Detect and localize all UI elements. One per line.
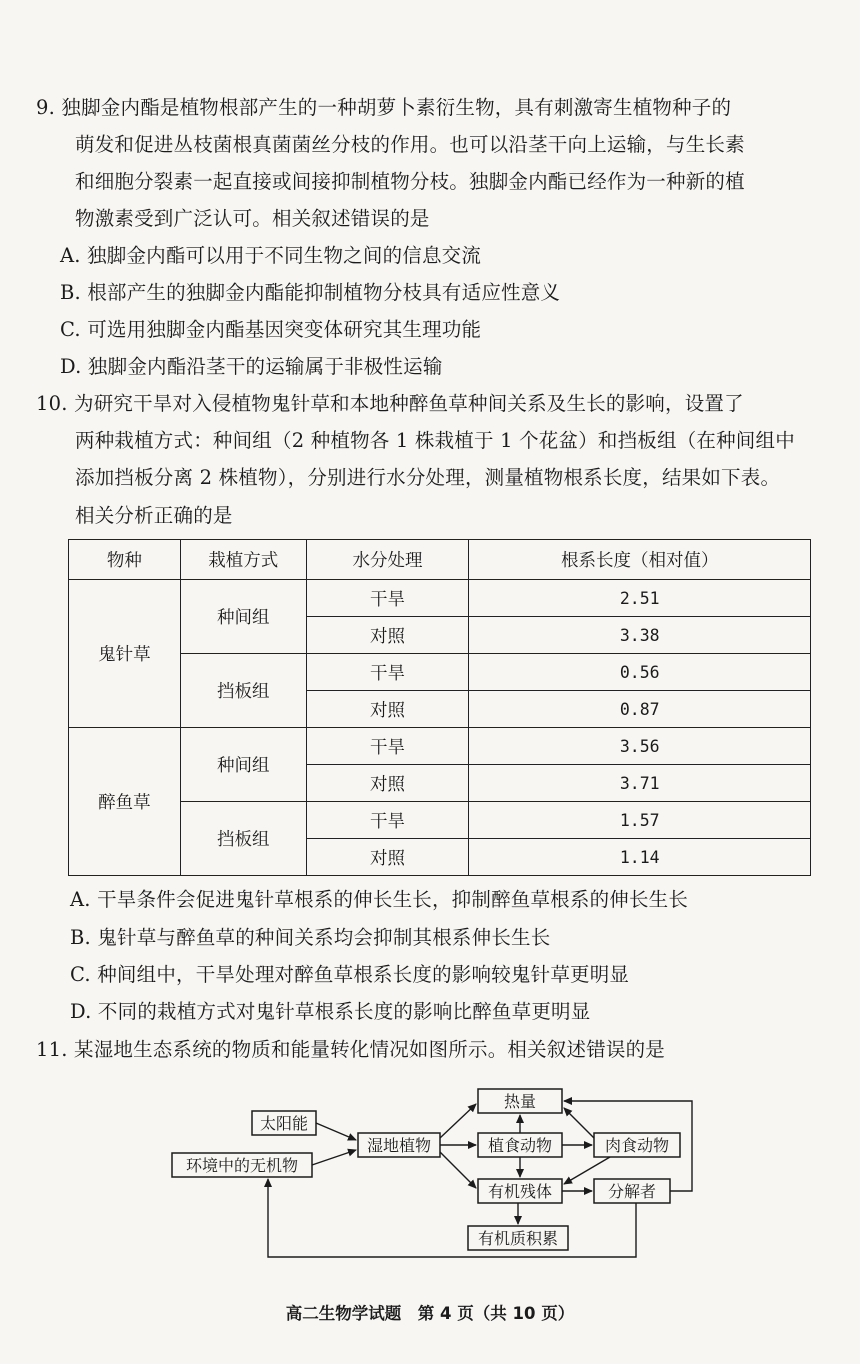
value-cell: 3.71 (469, 765, 811, 802)
page-footer: 高二生物学试题 第 4 页（共 10 页） (285, 1304, 575, 1323)
value-cell: 1.57 (469, 802, 811, 839)
detritus-label: 有机残体 (487, 1182, 553, 1201)
sun-label: 太阳能 (259, 1114, 309, 1133)
herbivore-label: 植食动物 (487, 1136, 553, 1155)
treatment-cell: 对照 (306, 691, 469, 728)
method-cell: 种间组 (180, 728, 306, 802)
q9-option-d: D. 独脚金内酯沿茎干的运输属于非极性运输 (60, 355, 443, 378)
q9-option-c: C. 可选用独脚金内酯基因突变体研究其生理功能 (60, 318, 482, 341)
wetland-plants-box (358, 1133, 440, 1157)
header-root-length: 根系长度（相对值） (469, 540, 811, 580)
table-row (69, 580, 811, 617)
ecosystem-flow-diagram (160, 1080, 700, 1265)
table-row (69, 802, 811, 839)
treatment-cell: 对照 (306, 765, 469, 802)
carnivore-box (594, 1133, 680, 1157)
value-cell: 2.51 (469, 580, 811, 617)
decomposer-box (594, 1179, 670, 1203)
value-cell: 3.56 (469, 728, 811, 765)
q9-option-a: A. 独脚金内酯可以用于不同生物之间的信息交流 (60, 244, 482, 267)
inorganic-label: 环境中的无机物 (185, 1156, 299, 1175)
root-length-table (68, 539, 811, 876)
value-cell: 0.56 (469, 654, 811, 691)
inorganic-box (172, 1153, 312, 1177)
heat-label: 热量 (503, 1092, 537, 1111)
value-cell: 0.87 (469, 691, 811, 728)
method-cell: 挡板组 (180, 654, 306, 728)
q9-stem-line-4: 物激素受到广泛认可。相关叙述错误的是 (75, 207, 430, 230)
table-row (69, 654, 811, 691)
treatment-cell: 干旱 (306, 802, 469, 839)
q9-stem-line-1: 9. 独脚金内酯是植物根部产生的一种胡萝卜素衍生物，具有刺激寄生植物种子的 (36, 96, 732, 119)
method-cell: 挡板组 (180, 802, 306, 876)
accumulation-box (468, 1226, 568, 1250)
value-cell: 3.38 (469, 617, 811, 654)
species-cell: 鬼针草 (69, 580, 181, 728)
decomposer-label: 分解者 (607, 1182, 657, 1201)
q9-stem-line-3: 和细胞分裂素一起直接或间接抑制植物分枝。独脚金内酯已经作为一种新的植 (75, 170, 745, 193)
carnivore-label: 肉食动物 (604, 1136, 670, 1155)
herbivore-box (478, 1133, 562, 1157)
q9-option-b: B. 根部产生的独脚金内酯能抑制植物分枝具有适应性意义 (60, 281, 561, 304)
sun-box (252, 1111, 316, 1135)
q10-option-b: B. 鬼针草与醉鱼草的种间关系均会抑制其根系伸长生长 (70, 926, 551, 949)
value-cell: 1.14 (469, 839, 811, 876)
treatment-cell: 干旱 (306, 728, 469, 765)
q10-option-a: A. 干旱条件会促进鬼针草根系的伸长生长，抑制醉鱼草根系的伸长生长 (70, 888, 689, 911)
q11-stem: 11. 某湿地生态系统的物质和能量转化情况如图所示。相关叙述错误的是 (36, 1038, 666, 1061)
q10-option-d: D. 不同的栽植方式对鬼针草根系长度的影响比醉鱼草更明显 (70, 1000, 591, 1023)
q10-stem-line-1: 10. 为研究干旱对入侵植物鬼针草和本地种醉鱼草种间关系及生长的影响，设置了 (36, 392, 744, 415)
treatment-cell: 对照 (306, 839, 469, 876)
treatment-cell: 干旱 (306, 580, 469, 617)
q10-stem-line-4: 相关分析正确的是 (75, 504, 233, 527)
header-water: 水分处理 (306, 540, 469, 580)
q10-stem-line-3: 添加挡板分离 2 株植物），分别进行水分处理，测量植物根系长度，结果如下表。 (75, 466, 781, 489)
species-cell: 醉鱼草 (69, 728, 181, 876)
q10-stem-line-2: 两种栽植方式：种间组（2 种植物各 1 株栽植于 1 个花盆）和挡板组（在种间组中 (75, 429, 795, 452)
header-method: 栽植方式 (180, 540, 306, 580)
treatment-cell: 干旱 (306, 654, 469, 691)
heat-box (478, 1089, 562, 1113)
method-cell: 种间组 (180, 580, 306, 654)
table-row (69, 728, 811, 765)
header-species: 物种 (69, 540, 181, 580)
detritus-box (478, 1179, 562, 1203)
treatment-cell: 对照 (306, 617, 469, 654)
accumulation-label: 有机质积累 (477, 1229, 559, 1248)
wetland-plants-label: 湿地植物 (366, 1136, 432, 1155)
q10-option-c: C. 种间组中，干旱处理对醉鱼草根系长度的影响较鬼针草更明显 (70, 963, 630, 986)
q9-stem-line-2: 萌发和促进丛枝菌根真菌菌丝分枝的作用。也可以沿茎干向上运输，与生长素 (75, 133, 745, 156)
